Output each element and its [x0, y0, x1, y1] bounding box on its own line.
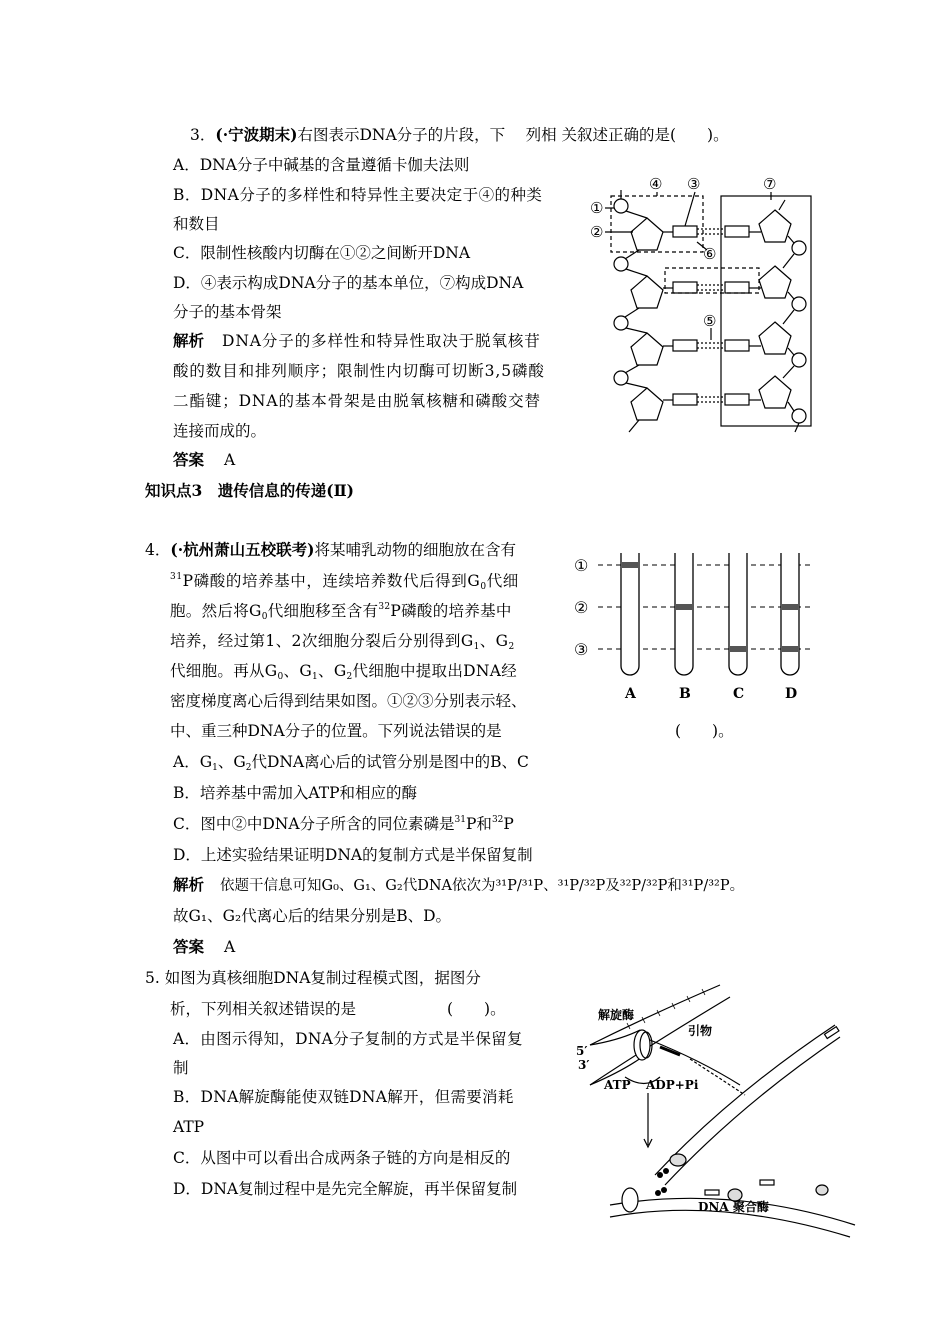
q3-stem: 3．(·宁波期末)右图表示DNA分子的片段，下 列相 关叙述正确的是( )。 [190, 125, 729, 144]
centrifuge-tube-C [729, 553, 747, 675]
centrifuge-tube-A [621, 553, 639, 675]
dna-band-D-3 [782, 646, 798, 652]
q4-stem: 4．(·杭州萧山五校联考)将某哺乳动物的细胞放在含有 [145, 540, 516, 559]
dna-band-C-3 [730, 646, 746, 652]
q5-option-d: D．DNA复制过程中是先完全解旋，再半保留复制 [173, 1180, 518, 1198]
fig-label-7: ⑦ [763, 175, 777, 193]
q3-analysis-line2: 酸的数目和排列顺序；限制性内切酶可切断3,5磷酸 [173, 362, 545, 380]
dna-replication-diagram [570, 985, 870, 1235]
q5-option-b: B．DNA解旋酶能使双链DNA解开，但需要消耗 [173, 1088, 514, 1106]
q3-answer: 答案 A [173, 450, 236, 469]
q4-line2: $^{31}$P磷酸的培养基中，连续培养数代后得到$G_0$代细 [170, 572, 519, 592]
q3-option-b-cont: 和数目 [173, 215, 220, 233]
dna-band-D-2 [782, 604, 798, 610]
q3-analysis-line4: 连接而成的。 [173, 422, 267, 440]
q4-option-a: A．$G_1$、$G_2$代DNA离心后的试管分别是图中的B、C [173, 753, 529, 773]
three-prime-label: 3′ [578, 1058, 590, 1072]
q3-option-c: C．限制性核酸内切酶在①②之间断开DNA [173, 244, 471, 262]
tube-label-C: C [733, 686, 745, 702]
fig-label-4: ④ [649, 175, 663, 193]
q3-source: (·宁波期末) [215, 125, 298, 144]
tube-label-B: B [679, 686, 691, 702]
q4-option-b: B．培养基中需加入ATP和相应的酶 [173, 784, 418, 802]
fig-label-1: ① [590, 199, 604, 217]
q4-line6: 密度梯度离心后得到结果如图。①②③分别表示轻、 [170, 692, 527, 710]
q5-stem-line1: 5. 如图为真核细胞DNA复制过程模式图，据图分 [145, 969, 481, 987]
tube-label-A: A [625, 686, 636, 702]
q3-option-a: A．DNA分子中碱基的含量遵循卡伽夫法则 [173, 156, 470, 174]
q3-analysis-line3: 二酯键；DNA的基本骨架是由脱氧核糖和磷酸交替 [173, 392, 541, 410]
q3-answer-label: 答案 [173, 450, 205, 469]
q4-option-d: D．上述实验结果证明DNA的复制方式是半保留复制 [173, 846, 533, 864]
adp-label: ADP+Pi [646, 1078, 699, 1092]
fig-label-2: ② [590, 223, 604, 241]
q5-option-c: C．从图中可以看出合成两条子链的方向是相反的 [173, 1149, 511, 1167]
q4-option-c: C．图中②中DNA分子所含的同位素磷是$^{31}$P和$^{32}$P [173, 815, 514, 833]
q4-analysis-line1: 解析 依题干信息可知G₀、G₁、G₂代DNA依次为³¹P/³¹P、³¹P/³²P及³²P/³²P和³¹P/³²P。 [173, 875, 745, 894]
q5-option-a-cont: 制 [173, 1059, 189, 1077]
q3-option-d: D．④表示构成DNA分子的基本单位，⑦构成DNA [173, 274, 524, 292]
q4-answer-paren: ( )。 [675, 722, 734, 740]
position-label-3: ③ [574, 640, 589, 659]
tube-label-D: D [785, 686, 798, 702]
position-label-2: ② [574, 598, 589, 617]
q4-line3: 胞。然后将$G_0$代细胞移至含有$^{32}$P磷酸的培养基中 [170, 602, 512, 622]
q4-line4: 培养，经过第1、2次细胞分裂后分别得到$G_1$、$G_2$ [170, 632, 515, 652]
q4-answer-label: 答案 [173, 937, 205, 956]
q5-stem-line2: 析，下列相关叙述错误的是 [170, 1000, 357, 1018]
fig-label-6: ⑥ [703, 245, 717, 263]
q3-option-d-cont: 分子的基本骨架 [173, 303, 282, 321]
q4-line7: 中、重三种DNA分子的位置。下列说法错误的是 [170, 722, 502, 740]
q5-option-b-cont: ATP [173, 1118, 205, 1136]
q4-answer: 答案 A [173, 937, 236, 956]
helicase-label: 解旋酶 [598, 1008, 635, 1022]
q3-analysis-label: 解析 [173, 331, 205, 350]
dna-polymerase-label: DNA 聚合酶 [698, 1200, 769, 1214]
section-title: 知识点3 遗传信息的传递(Ⅱ) [145, 481, 355, 500]
q3-analysis-line1: 解析 DNA分子的多样性和特异性取决于脱氧核苷 [173, 331, 541, 350]
q4-source: (·杭州萧山五校联考) [170, 540, 315, 559]
dna-band-A-1 [622, 562, 638, 568]
five-prime-label: 5′ [576, 1044, 588, 1058]
q4-line5: 代细胞。再从$G_0$、$G_1$、$G_2$代细胞中提取出DNA经 [170, 662, 518, 682]
centrifuge-tubes-diagram [570, 548, 815, 708]
dna-structure-diagram [585, 170, 815, 435]
fig-label-5: ⑤ [703, 312, 717, 330]
position-label-1: ① [574, 556, 589, 575]
dna-band-B-2 [676, 604, 692, 610]
q5-option-a: A．由图示得知，DNA分子复制的方式是半保留复 [173, 1030, 523, 1048]
q3-option-b: B．DNA分子的多样性和特异性主要决定于④的种类 [173, 186, 543, 204]
fig-label-3: ③ [687, 175, 701, 193]
q4-analysis-label: 解析 [173, 875, 205, 894]
atp-label: ATP [604, 1078, 631, 1092]
centrifuge-tube-D [781, 553, 799, 675]
q4-analysis-line2: 故G₁、G₂代离心后的结果分别是B、D。 [173, 907, 452, 925]
q5-answer-paren: ( )。 [447, 1000, 506, 1018]
primer-label: 引物 [688, 1024, 713, 1038]
centrifuge-tube-B [675, 553, 693, 675]
